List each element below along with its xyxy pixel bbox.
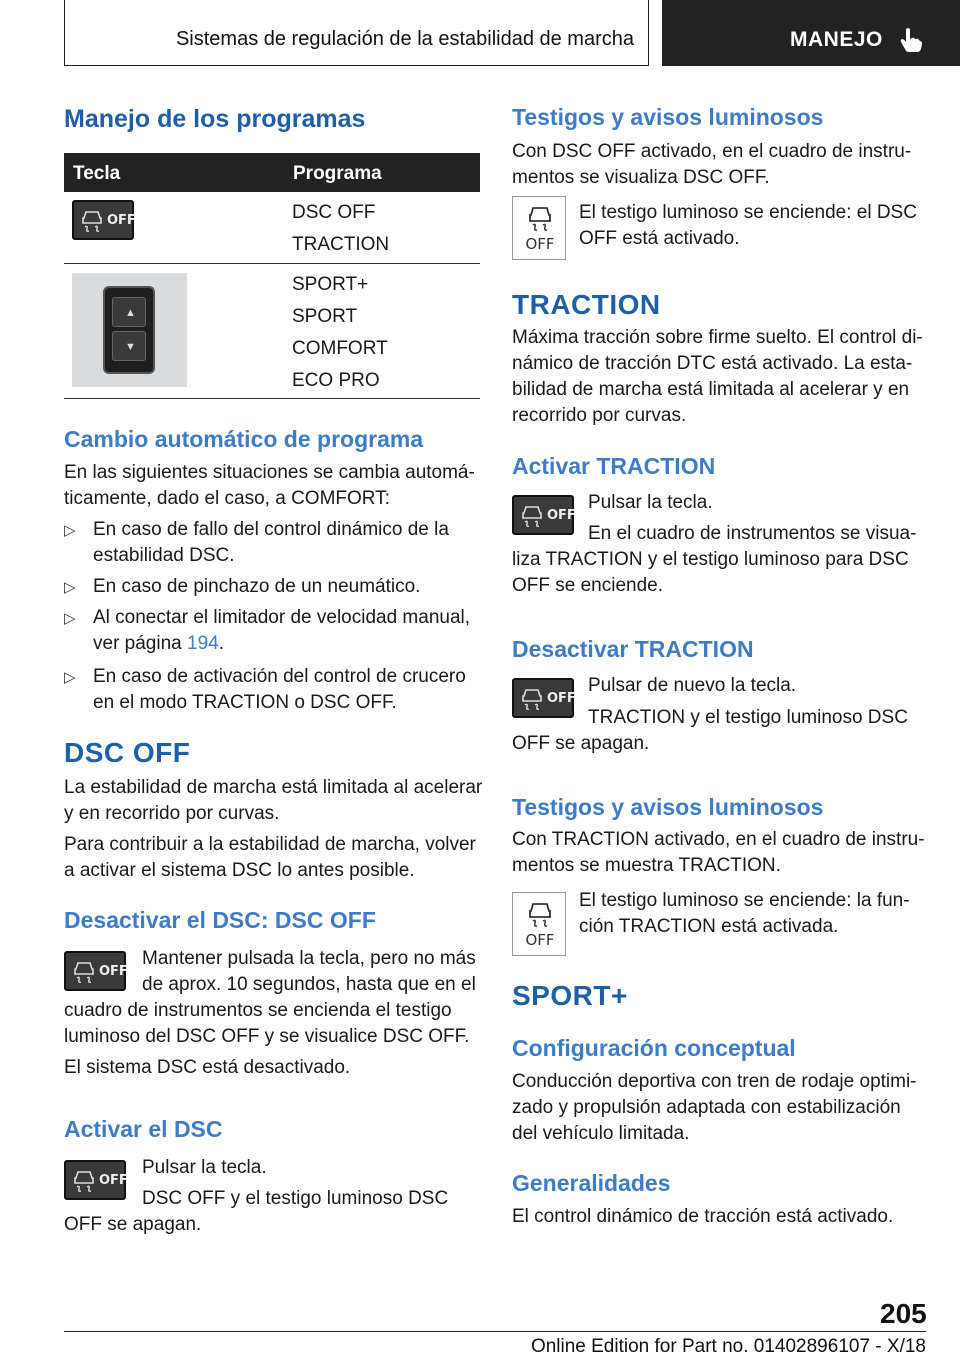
bullet-icon: ▷	[64, 579, 76, 596]
dsc-off-p2-line2: a activar el sistema DSC lo antes posible.	[64, 860, 415, 881]
hand-pointer-icon	[899, 27, 923, 53]
activate-traction-p1: Pulsar la tecla.	[588, 492, 713, 513]
deactivate-traction-p2-line1: TRACTION y el testigo luminoso DSC	[588, 707, 908, 728]
deactivate-dsc-line3: cuadro de instrumentos se encienda el testigo	[64, 1000, 452, 1021]
lamp-off-label: OFF	[525, 235, 555, 253]
dsc-off-p2-line1: Para contribuir a la estabilidad de marcha, volver	[64, 834, 476, 855]
page-reference-link[interactable]: 194	[187, 633, 219, 654]
button-off-label: OFF	[99, 1173, 128, 1188]
program-sport-plus: SPORT+	[292, 274, 369, 295]
deactivate-traction-p1: Pulsar de nuevo la tecla.	[588, 675, 797, 696]
heading-general: Generalidades	[512, 1170, 671, 1196]
bullet-3-text: ver página	[93, 633, 188, 654]
table-row-divider	[64, 263, 480, 264]
traction-lamp-image	[512, 892, 566, 956]
header-section-tab[interactable]	[662, 0, 960, 66]
dsc-car-icon	[80, 208, 104, 234]
program-dsc-off: DSC OFF	[292, 202, 376, 223]
activate-dsc-p2-line1: DSC OFF y el testigo luminoso DSC	[142, 1188, 449, 1209]
button-off-label: OFF	[107, 213, 136, 228]
heading-concept: Configuración conceptual	[512, 1035, 796, 1061]
program-eco-pro: ECO PRO	[292, 370, 380, 391]
deactivate-traction-p2-line2: OFF se apagan.	[512, 733, 650, 754]
activate-dsc-p2-line2: OFF se apagan.	[64, 1214, 202, 1235]
traction-p-line1: Máxima tracción sobre firme suelto. El control di‐	[512, 327, 923, 348]
program-traction: TRACTION	[292, 234, 390, 255]
program-table-header	[64, 153, 480, 192]
dsc-off-button-image	[64, 1160, 126, 1200]
heading-deactivate-traction: Desactivar TRACTION	[512, 636, 754, 662]
heading-auto-change: Cambio automático de programa	[64, 426, 424, 452]
heading-deactivate-dsc: Desactivar el DSC: DSC OFF	[64, 907, 376, 933]
lamp-off-label: OFF	[525, 931, 555, 949]
dsc-off-p1-line2: y en recorrido por curvas.	[64, 803, 280, 824]
bullet-1-line-2: estabilidad DSC.	[93, 545, 235, 566]
program-comfort: COMFORT	[292, 338, 388, 359]
warn2-lamp-line2: ción TRACTION está activada.	[579, 916, 839, 937]
concept-p-line3: del vehículo limitada.	[512, 1123, 690, 1144]
bullet-3-line-1: Al conectar el limitador de velocidad manual,	[93, 607, 471, 628]
dsc-lamp-car-icon	[526, 203, 554, 233]
activate-dsc-p1: Pulsar la tecla.	[142, 1157, 267, 1178]
deactivate-dsc-line4: luminoso del DSC OFF y se visualice DSC OFF.	[64, 1026, 470, 1047]
bullet-icon: ▷	[64, 610, 76, 627]
bullet-3-line-2	[93, 631, 224, 657]
warn1-p-line1: Con DSC OFF activado, en el cuadro de instru‐	[512, 141, 912, 162]
button-off-label: OFF	[99, 964, 128, 979]
general-p: El control dinámico de tracción está activado.	[512, 1206, 894, 1227]
program-sport: SPORT	[292, 306, 358, 327]
page-number: 205	[880, 1298, 927, 1329]
deactivate-dsc-result: El sistema DSC está desactivado.	[64, 1057, 351, 1078]
drive-mode-switch-image	[72, 273, 187, 387]
activate-traction-p2-line2: liza TRACTION y el testigo luminoso para DSC	[512, 549, 909, 570]
dsc-car-icon	[72, 959, 96, 985]
page-reference-suffix: .	[218, 633, 224, 654]
heading-warning-lights-1: Testigos y avisos luminosos	[512, 104, 824, 130]
activate-traction-p2-line1: En el cuadro de instrumentos se visua‐	[588, 523, 917, 544]
col-key-header: Tecla	[73, 163, 121, 184]
warn1-p-line2: mentos se visualiza DSC OFF.	[512, 167, 770, 188]
header-chapter-box	[64, 0, 649, 66]
dsc-off-button-image	[512, 678, 574, 718]
heading-dsc-off: DSC OFF	[64, 737, 191, 768]
auto-change-intro-1: En las siguientes situaciones se cambia automá‐	[64, 462, 475, 483]
arrow-up-icon: ▲	[125, 307, 136, 319]
dsc-off-button-image	[72, 200, 134, 240]
chapter-title: Sistemas de regulación de la estabilidad de marcha	[175, 28, 634, 50]
table-bottom-line	[64, 398, 480, 399]
deactivate-dsc-line2: de aprox. 10 segundos, hasta que en el	[142, 974, 476, 995]
dsc-car-icon	[72, 1168, 96, 1194]
heading-activate-traction: Activar TRACTION	[512, 453, 716, 479]
activate-traction-p2-line3: OFF se enciende.	[512, 575, 664, 596]
dsc-off-p1-line1: La estabilidad de marcha está limitada al acelerar	[64, 777, 483, 798]
concept-p-line2: zado y propulsión adaptada con estabilización	[512, 1097, 901, 1118]
dsc-off-lamp-image	[512, 196, 566, 260]
button-off-label: OFF	[547, 508, 576, 523]
arrow-down-icon: ▼	[125, 341, 136, 353]
warn2-p-line1: Con TRACTION activado, en el cuadro de instru‐	[512, 829, 925, 850]
warn2-p-line2: mentos se muestra TRACTION.	[512, 855, 781, 876]
bullet-4-line-2: en el modo TRACTION o DSC OFF.	[93, 692, 397, 713]
bullet-4-line-1: En caso de activación del control de crucero	[93, 666, 466, 687]
heading-warning-lights-2: Testigos y avisos luminosos	[512, 794, 824, 820]
warn1-lamp-line2: OFF está activado.	[579, 228, 740, 249]
deactivate-dsc-line1: Mantener pulsada la tecla, pero no más	[142, 948, 476, 969]
dsc-off-button-image	[64, 951, 126, 991]
bullet-icon: ▷	[64, 522, 76, 539]
concept-p-line1: Conducción deportiva con tren de rodaje optimi‐	[512, 1071, 917, 1092]
heading-sport-plus: SPORT+	[512, 980, 628, 1011]
heading-traction: TRACTION	[512, 289, 661, 320]
bullet-1-line-1: En caso de fallo del control dinámico de la	[93, 519, 449, 540]
traction-p-line4: recorrido por curvas.	[512, 405, 687, 426]
footer-edition: Online Edition for Part no. 01402896107 - X/18	[530, 1336, 926, 1357]
warn1-lamp-line1: El testigo luminoso se enciende: el DSC	[579, 202, 917, 223]
bullet-2-line-1: En caso de pinchazo de un neumático.	[93, 576, 421, 597]
dsc-car-icon	[520, 503, 544, 529]
footer-divider	[64, 1331, 926, 1332]
col-program-header: Programa	[293, 163, 382, 184]
warn2-lamp-line1: El testigo luminoso se enciende: la fun‐	[579, 890, 910, 911]
dsc-lamp-car-icon	[526, 899, 554, 929]
traction-p-line2: námico de tracción DTC está activado. La esta‐	[512, 353, 913, 374]
auto-change-intro-2: ticamente, dado el caso, a COMFORT:	[64, 488, 390, 509]
heading-programs: Manejo de los programas	[64, 105, 366, 133]
dsc-off-button-image	[512, 495, 574, 535]
bullet-icon: ▷	[64, 669, 76, 686]
heading-activate-dsc: Activar el DSC	[64, 1116, 223, 1142]
traction-p-line3: bilidad de marcha está limitada al acelerar y en	[512, 379, 910, 400]
dsc-car-icon	[520, 686, 544, 712]
section-title: MANEJO	[790, 28, 883, 51]
button-off-label: OFF	[547, 691, 576, 706]
